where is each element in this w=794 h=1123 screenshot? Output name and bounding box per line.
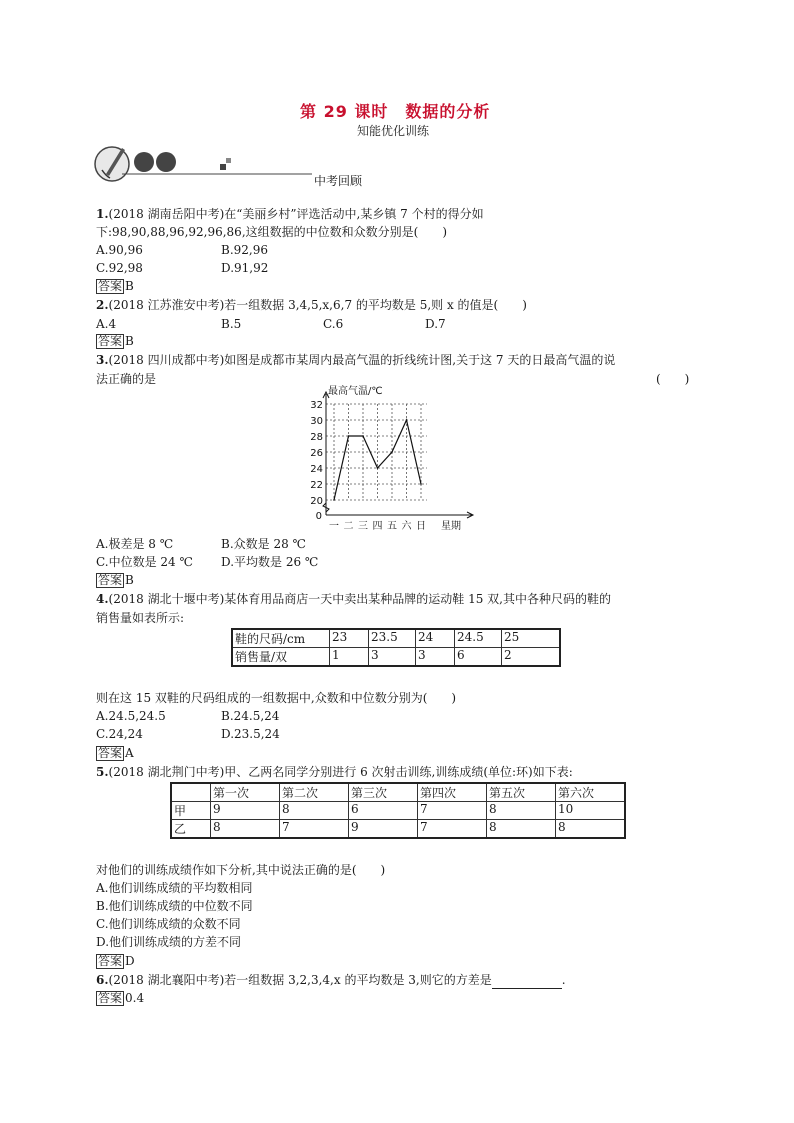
q3-stem: [96, 352, 615, 369]
table-cell: 销售量/双: [232, 648, 330, 667]
table-row: [171, 820, 625, 839]
q1-answer: [96, 278, 134, 295]
q3-number: 3.: [96, 353, 109, 367]
q5-number: 5.: [96, 765, 109, 779]
q2-option-a: A.4: [96, 317, 117, 331]
q4-line3: 则在这 15 双鞋的尺码组成的一组数据中,众数和中位数分别为( ): [96, 691, 457, 705]
y-tick-label: 32: [310, 400, 323, 411]
x-tick-label: 五: [387, 521, 397, 532]
q5-answer: [96, 953, 135, 970]
q5-option-c: C.他们训练成绩的众数不同: [96, 917, 241, 931]
answer-blank: [492, 976, 562, 989]
data-point: [406, 419, 408, 421]
table-cell: 9: [211, 802, 280, 820]
x-tick-label: 六: [401, 521, 412, 532]
section-label: 中考回顾: [314, 174, 363, 188]
x-tick-label: 二: [343, 521, 354, 532]
y-tick-label: 20: [310, 496, 323, 507]
q1-stem: [96, 206, 484, 223]
q2-answer-value: B: [125, 334, 134, 348]
q2-stem: [96, 297, 527, 314]
table-cell: 8: [556, 820, 626, 839]
q4-line1: (2018 湖北十堰中考)某体育用品商店一天中卖出某种品牌的运动鞋 15 双,其中各种尺码的鞋的: [108, 592, 611, 606]
q1-option-a: A.90,96: [96, 243, 143, 257]
table-cell: 8: [487, 802, 556, 820]
table-cell: 8: [280, 802, 349, 820]
x-tick-label: 一: [329, 521, 339, 532]
table-cell: 8: [487, 820, 556, 839]
x-tick-label: 三: [358, 521, 368, 532]
q4-option-b: B.24.5,24: [221, 709, 280, 723]
table-cell: 9: [349, 820, 418, 839]
q4-option-c: C.24,24: [96, 727, 143, 741]
table-cell: 7: [418, 802, 487, 820]
table-cell: 6: [349, 802, 418, 820]
origin-label: 0: [315, 511, 322, 522]
q1-option-d: D.91,92: [221, 261, 269, 275]
q2-option-c: C.6: [323, 317, 344, 331]
data-point: [391, 451, 393, 453]
q5-line1: (2018 湖北荆门中考)甲、乙两名同学分别进行 6 次射击训练,训练成绩(单位:环)如下表:: [108, 765, 573, 779]
table-cell: 甲: [171, 802, 211, 820]
q3-option-a: A.极差是 8 ℃: [96, 537, 174, 551]
q3-line2: 法正确的是: [96, 372, 157, 386]
q6-number: 6.: [96, 973, 109, 987]
table-cell: 第三次: [349, 783, 418, 802]
page-subtitle: 知能优化训练: [357, 124, 430, 138]
q5-option-a: A.他们训练成绩的平均数相同: [96, 881, 253, 895]
q6-answer-value: 0.4: [125, 991, 145, 1005]
q2-option-d: D.7: [425, 317, 446, 331]
y-tick-label: 22: [310, 480, 323, 491]
table-cell: 1: [330, 648, 369, 667]
table-cell: 23: [330, 629, 369, 648]
q2-option-b: B.5: [221, 317, 242, 331]
q5-stem: [96, 764, 573, 781]
table-row: [232, 629, 560, 648]
table-cell: 24.5: [455, 629, 502, 648]
shoe-size-table: [231, 628, 561, 667]
q5-answer-value: D: [125, 954, 135, 968]
table-cell: 7: [280, 820, 349, 839]
table-cell: 10: [556, 802, 626, 820]
table-cell: 第一次: [211, 783, 280, 802]
answer-label: 答案: [98, 954, 123, 968]
q2-number: 2.: [96, 298, 109, 312]
q1-option-b: B.92,96: [221, 243, 268, 257]
table-cell: 第五次: [487, 783, 556, 802]
q4-option-a: A.24.5,24.5: [96, 709, 166, 723]
data-point: [333, 499, 335, 501]
q2-answer: [96, 333, 134, 350]
data-point: [348, 435, 350, 437]
table-row: [171, 783, 625, 802]
q5-option-b: B.他们训练成绩的中位数不同: [96, 899, 253, 913]
answer-label: 答案: [98, 334, 123, 348]
q3-option-b: B.众数是 28 ℃: [221, 537, 306, 551]
table-cell: 3: [416, 648, 455, 667]
answer-label: 答案: [98, 746, 123, 760]
shooting-score-table: [170, 782, 626, 839]
y-tick-label: 28: [310, 432, 323, 443]
q6-line1-end: .: [561, 973, 566, 987]
table-cell: 25: [502, 629, 561, 648]
q3-paren: ( ): [656, 372, 690, 386]
q5-option-d: D.他们训练成绩的方差不同: [96, 935, 242, 949]
x-tick-label: 日: [416, 521, 426, 532]
table-cell: [171, 783, 211, 802]
answer-label: 答案: [98, 279, 123, 293]
q1-number: 1.: [96, 207, 109, 221]
q3-answer: [96, 572, 134, 589]
data-point: [420, 483, 422, 485]
q1-line2: 下:98,90,88,96,92,96,86,这组数据的中位数和众数分别是( ): [96, 225, 447, 239]
q6-answer: [96, 990, 144, 1007]
q5-line2: 对他们的训练成绩作如下分析,其中说法正确的是( ): [96, 863, 386, 877]
q6-line1: (2018 湖北襄阳中考)若一组数据 3,2,3,4,x 的平均数是 3,则它的方差是: [108, 973, 492, 987]
answer-label: 答案: [98, 991, 123, 1005]
table-cell: 鞋的尺码/cm: [232, 629, 330, 648]
table-cell: 第四次: [418, 783, 487, 802]
q4-answer-value: A: [125, 746, 134, 760]
answer-label: 答案: [98, 573, 123, 587]
y-tick-label: 30: [310, 416, 323, 427]
q4-number: 4.: [96, 592, 109, 606]
q3-option-d: D.平均数是 26 ℃: [221, 555, 319, 569]
q2-line1: (2018 江苏淮安中考)若一组数据 3,4,5,x,6,7 的平均数是 5,则 x 的值是( ): [108, 298, 527, 312]
table-cell: 7: [418, 820, 487, 839]
y-axis-label: 最高气温/℃: [328, 386, 383, 397]
q4-line2: 销售量如表所示:: [96, 611, 185, 625]
table-row: [232, 648, 560, 667]
temperature-line-chart: [300, 385, 500, 535]
y-tick-label: 26: [310, 448, 323, 459]
page-title: 第 29 课时 数据的分析: [300, 102, 491, 121]
q3-answer-value: B: [125, 573, 134, 587]
q3-option-c: C.中位数是 24 ℃: [96, 555, 193, 569]
q4-option-d: D.23.5,24: [221, 727, 280, 741]
y-tick-label: 24: [310, 464, 323, 475]
q6-stem: [96, 972, 566, 989]
table-cell: 第二次: [280, 783, 349, 802]
q3-line1: (2018 四川成都中考)如图是成都市某周内最高气温的折线统计图,关于这 7 天的日最高气温的说: [108, 353, 616, 367]
table-cell: 6: [455, 648, 502, 667]
table-cell: 24: [416, 629, 455, 648]
q1-option-c: C.92,98: [96, 261, 143, 275]
data-point: [362, 435, 364, 437]
table-cell: 2: [502, 648, 561, 667]
table-cell: 第六次: [556, 783, 626, 802]
q1-answer-value: B: [125, 279, 134, 293]
data-point: [377, 467, 379, 469]
x-axis-label: 星期: [441, 521, 461, 532]
x-tick-label: 四: [372, 521, 383, 532]
table-row: [171, 802, 625, 820]
table-cell: 乙: [171, 820, 211, 839]
q4-answer: [96, 745, 134, 762]
table-cell: 23.5: [369, 629, 416, 648]
q1-line1: (2018 湖南岳阳中考)在“美丽乡村”评选活动中,某乡镇 7 个村的得分如: [108, 207, 484, 221]
q4-stem: [96, 591, 611, 608]
table-cell: 8: [211, 820, 280, 839]
table-cell: 3: [369, 648, 416, 667]
